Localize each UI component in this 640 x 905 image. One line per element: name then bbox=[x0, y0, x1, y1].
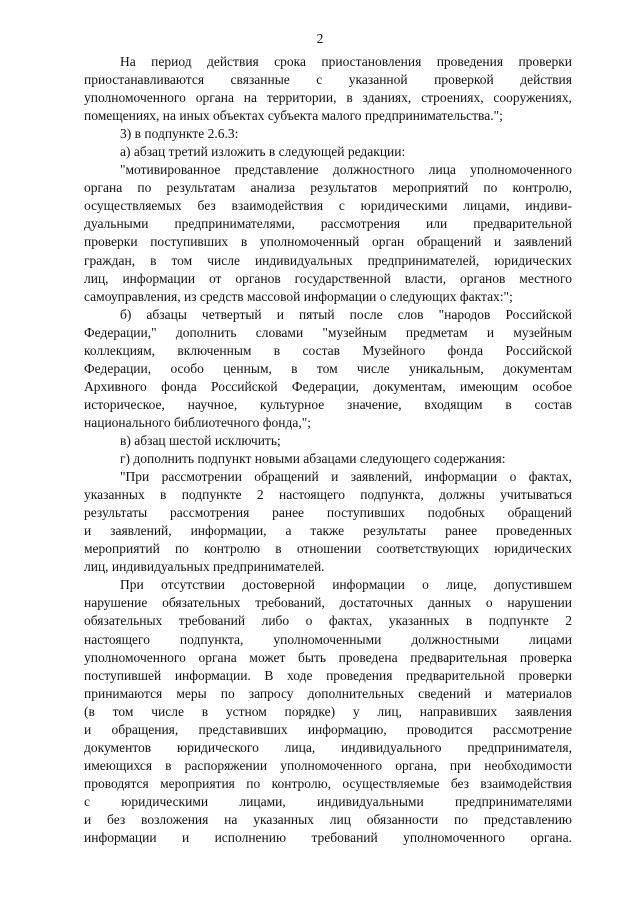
text-line: обязательных требований либо о фактах, указанных в подпункте 2 bbox=[84, 613, 572, 629]
text-line: уполномоченного органа может быть проведена предварительная проверка bbox=[84, 649, 572, 665]
text-line: настоящего подпункта, уполномоченными должностными лицами bbox=[84, 631, 572, 647]
text-line: дуальными предпринимателями, рассмотрения или предварительной bbox=[84, 216, 572, 232]
text-line: г) дополнить подпункт новыми абзацами следующего содержания: bbox=[120, 451, 506, 467]
text-line: проводятся мероприятия по контролю, осуществляемые без взаимодействия bbox=[84, 775, 572, 791]
text-line: а) абзац третий изложить в следующей редакции: bbox=[120, 144, 406, 160]
text-line: проверки поступивших в уполномоченный орган обращений и заявлений bbox=[84, 234, 572, 250]
text-line: (в том числе в устном порядке) у лиц, направивших заявления bbox=[84, 703, 572, 719]
text-line: 3) в подпункте 2.6.3: bbox=[120, 126, 239, 142]
text-line: лиц, информации от органов государственной власти, органов местного bbox=[84, 270, 572, 286]
paragraph bbox=[84, 53, 572, 125]
text-line: документов юридического лица, индивидуального предпринимателя, bbox=[84, 739, 572, 755]
text-line: Архивного фонда Российской Федерации, документам, имеющим особое bbox=[84, 378, 572, 394]
text-line: граждан, в том числе индивидуальных предпринимателей, юридических bbox=[84, 252, 572, 268]
text-line: органа по результатам анализа результатов мероприятий по контролю, bbox=[84, 180, 572, 196]
text-line: и заявлений, информации, а также результаты ранее проведенных bbox=[84, 523, 572, 539]
text-line: национального библиотечного фонда,"; bbox=[84, 414, 311, 430]
text-line: имеющихся в распоряжении уполномоченного органа, при необходимости bbox=[84, 757, 572, 773]
paragraph bbox=[84, 161, 572, 305]
text-line: результаты рассмотрения ранее поступивших подобных обращений bbox=[84, 505, 572, 521]
text-line: уполномоченного органа на территории, в зданиях, строениях, сооружениях, bbox=[84, 90, 572, 106]
text-line: Федерации," дополнить словами "музейным предметам и музейным bbox=[84, 324, 572, 340]
paragraph bbox=[84, 450, 572, 468]
paragraph bbox=[84, 143, 572, 161]
text-line: и без возложения на указанных лиц обязанности по представлению bbox=[84, 811, 572, 827]
text-line: самоуправления, из средств массовой информации о следующих фактах:"; bbox=[84, 288, 513, 304]
text-line: с юридическими лицами, индивидуальными предпринимателями bbox=[84, 793, 572, 809]
text-line: информации и исполнению требований уполномоченного органа. bbox=[84, 830, 572, 846]
text-line: мероприятий по контролю в отношении соответствующих юридических bbox=[84, 541, 572, 557]
text-line: б) абзацы четвертый и пятый после слов "народов Российской bbox=[120, 306, 572, 322]
text-line: и обращения, представивших информацию, проводится рассмотрение bbox=[84, 721, 572, 737]
text-line: помещениях, на иных объектах субъекта малого предпринимательства."; bbox=[84, 108, 503, 124]
paragraph bbox=[84, 125, 572, 143]
text-line: в) абзац шестой исключить; bbox=[120, 432, 281, 448]
text-line: историческое, научное, культурное значение, входящим в состав bbox=[84, 396, 572, 412]
text-line: коллекциям, включенным в состав Музейного фонда Российской bbox=[84, 342, 572, 358]
text-line: поступившей информации. В ходе проведения предварительной проверки bbox=[84, 667, 572, 683]
text-line: приостанавливаются связанные с указанной проверкой действия bbox=[84, 72, 572, 88]
text-line: "При рассмотрении обращений и заявлений, информации о фактах, bbox=[120, 469, 572, 485]
text-line: нарушение обязательных требований, достаточных данных о нарушении bbox=[84, 595, 572, 611]
text-line: Федерации, особо ценным, в том числе уникальным, документам bbox=[84, 360, 572, 376]
text-line: принимаются меры по запросу дополнительных сведений и материалов bbox=[84, 685, 572, 701]
text-line: указанных в подпункте 2 настоящего подпункта, должны учитываться bbox=[84, 487, 572, 503]
text-line: лиц, индивидуальных предпринимателей. bbox=[84, 559, 325, 575]
paragraph bbox=[84, 306, 572, 432]
paragraph bbox=[84, 468, 572, 576]
document-body bbox=[84, 53, 572, 847]
text-line: При отсутствии достоверной информации о лице, допустившем bbox=[120, 577, 572, 593]
text-line: осуществляемых без взаимодействия с юридическими лицами, индиви- bbox=[84, 198, 572, 214]
text-line: "мотивированное представление должностного лица уполномоченного bbox=[120, 162, 572, 178]
paragraph bbox=[84, 432, 572, 450]
text-line: На период действия срока приостановления проведения проверки bbox=[120, 54, 572, 69]
page-number: 2 bbox=[316, 31, 324, 46]
paragraph bbox=[84, 576, 572, 847]
